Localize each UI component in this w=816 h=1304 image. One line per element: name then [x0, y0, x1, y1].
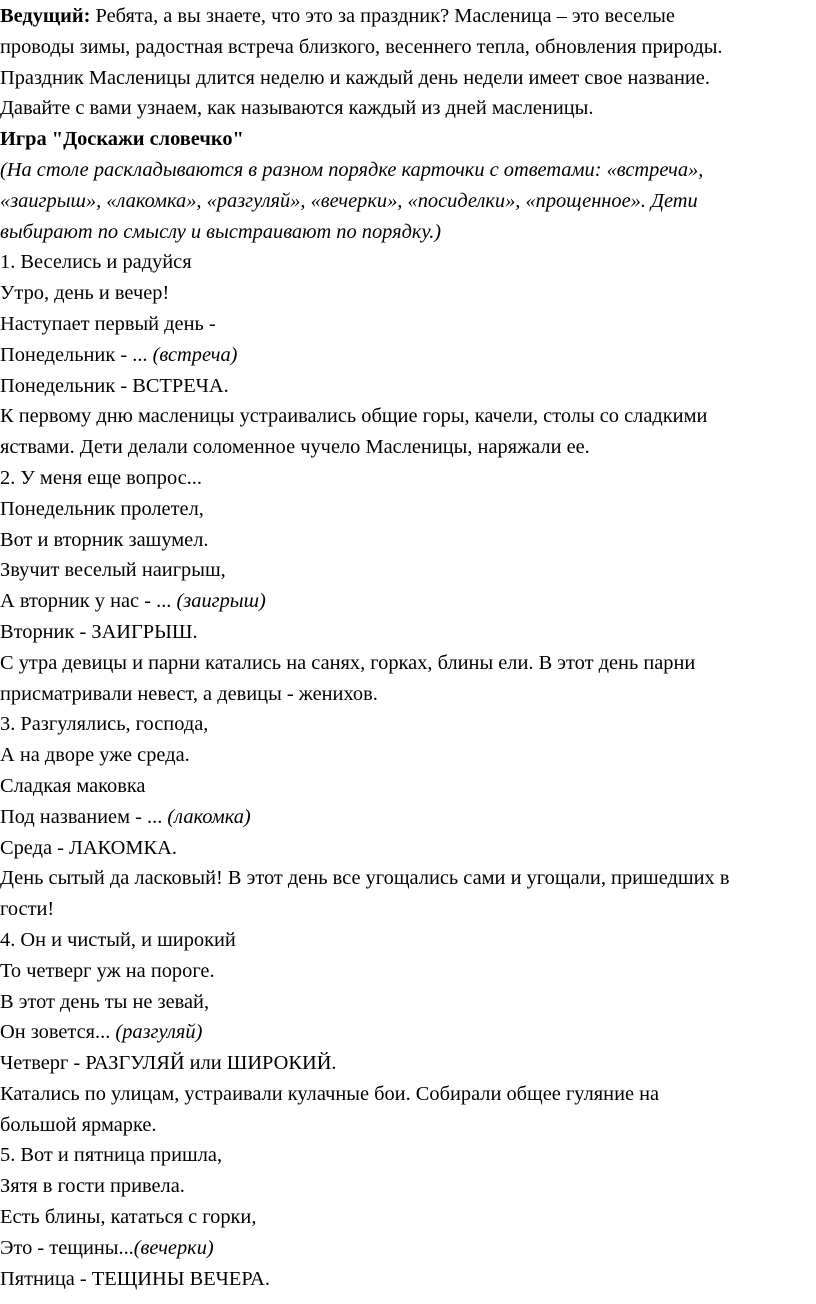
- riddle-5-hint: (вечерки): [133, 1236, 214, 1259]
- riddle-3-line-2: А на дворе уже среда.: [0, 744, 190, 767]
- riddle-2-line-5: [0, 586, 816, 617]
- riddle-1-line-3: Наступает первый день -: [0, 312, 216, 335]
- intro-line-2: проводы зимы, радостная встреча близкого, весеннего тепла, обновления природы.: [0, 35, 723, 58]
- riddle-3-line-3: Сладкая маковка: [0, 774, 146, 797]
- riddle-3-desc-2: гости!: [0, 898, 55, 921]
- riddle-4-desc-1: Катались по улицам, устраивали кулачные бои. Собирали общее гуляние на: [0, 1082, 660, 1105]
- riddle-2-answer: Вторник - ЗАИГРЫШ.: [0, 620, 198, 643]
- riddle-5-line-4: [0, 1233, 816, 1264]
- speaker-label: Ведущий:: [0, 5, 91, 27]
- riddle-4-line-1: 4. Он и чистый, и широкий: [0, 928, 236, 951]
- riddle-2-hint: (заигрыш): [176, 590, 266, 613]
- riddle-4-line-3: В этот день ты не зевай,: [0, 990, 210, 1013]
- game-title: Игра "Доскажи словечко": [0, 128, 244, 151]
- riddle-1-line-4: [0, 340, 816, 371]
- riddle-3-line-4: [0, 802, 816, 833]
- riddle-4-answer: Четверг - РАЗГУЛЯЙ или ШИРОКИЙ.: [0, 1052, 337, 1075]
- riddle-3-prompt: Под названием - ...: [0, 805, 168, 828]
- intro-text: Ребята, а вы знаете, что это за праздник? Масленица – это веселые: [90, 5, 675, 27]
- riddle-1-desc-2: яствами. Дети делали соломенное чучело Масленицы, наряжали ее.: [0, 436, 590, 459]
- intro-line-3: Праздник Масленицы длится неделю и каждый день недели имеет свое название.: [0, 66, 710, 89]
- riddle-3-hint: (лакомка): [167, 805, 251, 828]
- riddle-5-line-2: Зятя в гости привела.: [0, 1175, 185, 1198]
- riddle-1-answer: Понедельник - ВСТРЕЧА.: [0, 374, 229, 397]
- riddle-1-desc-1: К первому дню масленицы устраивались общие горы, качели, столы со сладкими: [0, 405, 708, 428]
- riddle-4-line-4: [0, 1017, 816, 1048]
- riddle-2-line-3: Вот и вторник зашумел.: [0, 528, 209, 551]
- game-note-1: (На столе раскладываются в разном порядке карточки с ответами: «встреча»,: [0, 158, 704, 181]
- riddle-3-desc-1: День сытый да ласковый! В этот день все угощались сами и угощали, пришедших в: [0, 867, 730, 890]
- riddle-5-prompt: Это - тещины...: [0, 1236, 134, 1259]
- riddle-4-prompt: Он зовется...: [0, 1021, 116, 1044]
- intro-line-1: [0, 1, 816, 32]
- riddle-2-prompt: А вторник у нас - ...: [0, 590, 177, 613]
- document-page: [0, 1, 816, 1294]
- riddle-1-hint: (встреча): [152, 343, 238, 366]
- riddle-1-line-1: 1. Веселись и радуйся: [0, 251, 192, 274]
- intro-line-4: Давайте с вами узнаем, как называются каждый из дней масленицы.: [0, 97, 594, 120]
- game-note-2: «заигрыш», «лакомка», «разгуляй», «вечерки», «посиделки», «прощенное». Дети: [0, 189, 698, 212]
- riddle-5-answer: Пятница - ТЕЩИНЫ ВЕЧЕРА.: [0, 1267, 270, 1290]
- riddle-1-line-2: Утро, день и вечер!: [0, 282, 170, 305]
- riddle-4-hint: (разгуляй): [115, 1021, 203, 1044]
- riddle-2-line-2: Понедельник пролетел,: [0, 497, 204, 520]
- riddle-4-line-2: То четверг уж на пороге.: [0, 959, 215, 982]
- riddle-3-answer: Среда - ЛАКОМКА.: [0, 836, 177, 859]
- riddle-1-prompt: Понедельник - ...: [0, 343, 153, 366]
- riddle-5-line-1: 5. Вот и пятница пришла,: [0, 1144, 223, 1167]
- riddle-3-line-1: 3. Разгулялись, господа,: [0, 713, 209, 736]
- riddle-5-line-3: Есть блины, кататься с горки,: [0, 1206, 257, 1229]
- riddle-4-desc-2: большой ярмарке.: [0, 1113, 157, 1136]
- riddle-2-line-1: 2. У меня еще вопрос...: [0, 466, 203, 489]
- riddle-2-desc-1: С утра девицы и парни катались на санях, горках, блины ели. В этот день парни: [0, 651, 696, 674]
- game-note-3: выбирают по смыслу и выстраивают по порядку.): [0, 220, 442, 243]
- riddle-2-line-4: Звучит веселый наигрыш,: [0, 559, 226, 582]
- riddle-2-desc-2: присматривали невест, а девицы - женихов.: [0, 682, 378, 705]
